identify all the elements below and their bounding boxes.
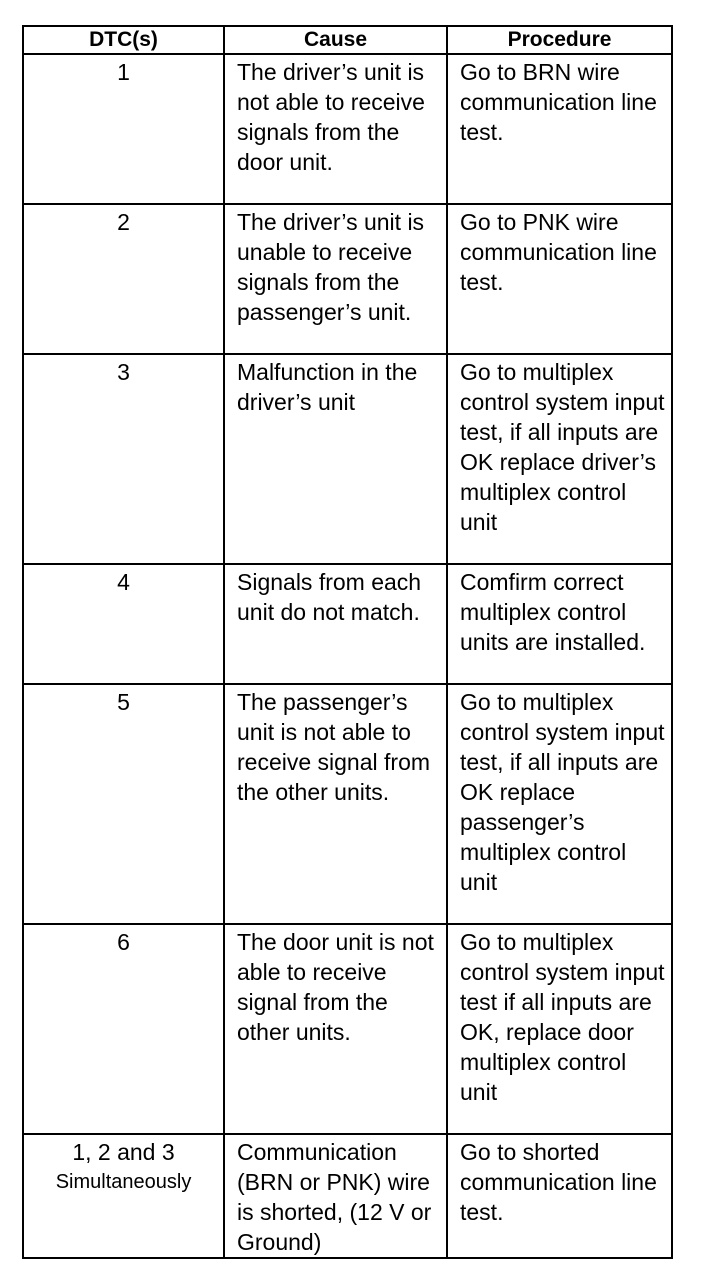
table-row: [23, 204, 672, 354]
table-row: [23, 924, 672, 1134]
cause-cell: The door unit is not able to receive signal from the other units.: [224, 924, 447, 1134]
header-cause: Cause: [224, 26, 447, 54]
procedure-cell: Go to shorted communication line test.: [447, 1134, 672, 1258]
cause-cell: Communication (BRN or PNK) wire is shorted, (12 V or Ground): [224, 1134, 447, 1258]
procedure-cell: Go to multiplex control system input test if all inputs are OK, replace door multiplex control unit: [447, 924, 672, 1134]
procedure-cell: Go to BRN wire communication line test.: [447, 54, 672, 204]
table-row: [23, 1134, 672, 1258]
dtc-cell: 4: [23, 564, 224, 684]
procedure-cell: Go to multiplex control system input test, if all inputs are OK replace passenger’s multiplex control unit: [447, 684, 672, 924]
table-row: [23, 354, 672, 564]
dtc-table: [22, 25, 673, 1259]
dtc-codes: 1, 2 and 3: [72, 1139, 175, 1165]
cause-cell: Signals from each unit do not match.: [224, 564, 447, 684]
dtc-cell: 1: [23, 54, 224, 204]
cause-cell: The driver’s unit is not able to receive signals from the door unit.: [224, 54, 447, 204]
dtc-cell: 6: [23, 924, 224, 1134]
cause-cell: Malfunction in the driver’s unit: [224, 354, 447, 564]
dtc-cell: [23, 1134, 224, 1258]
procedure-cell: Comfirm correct multiplex control units are installed.: [447, 564, 672, 684]
dtc-cell: 5: [23, 684, 224, 924]
procedure-cell: Go to PNK wire communication line test.: [447, 204, 672, 354]
table-row: [23, 684, 672, 924]
header-dtc: DTC(s): [23, 26, 224, 54]
table-row: [23, 564, 672, 684]
header-procedure: Procedure: [447, 26, 672, 54]
dtc-table-container: [22, 25, 671, 1259]
table-row: [23, 54, 672, 204]
table-header-row: [23, 26, 672, 54]
cause-cell: The driver’s unit is unable to receive signals from the passenger’s unit.: [224, 204, 447, 354]
dtc-note: Simultaneously: [55, 1171, 192, 1193]
procedure-cell: Go to multiplex control system input test, if all inputs are OK replace driver’s multiplex control unit: [447, 354, 672, 564]
dtc-cell: 3: [23, 354, 224, 564]
cause-cell: The passenger’s unit is not able to receive signal from the other units.: [224, 684, 447, 924]
dtc-cell: 2: [23, 204, 224, 354]
